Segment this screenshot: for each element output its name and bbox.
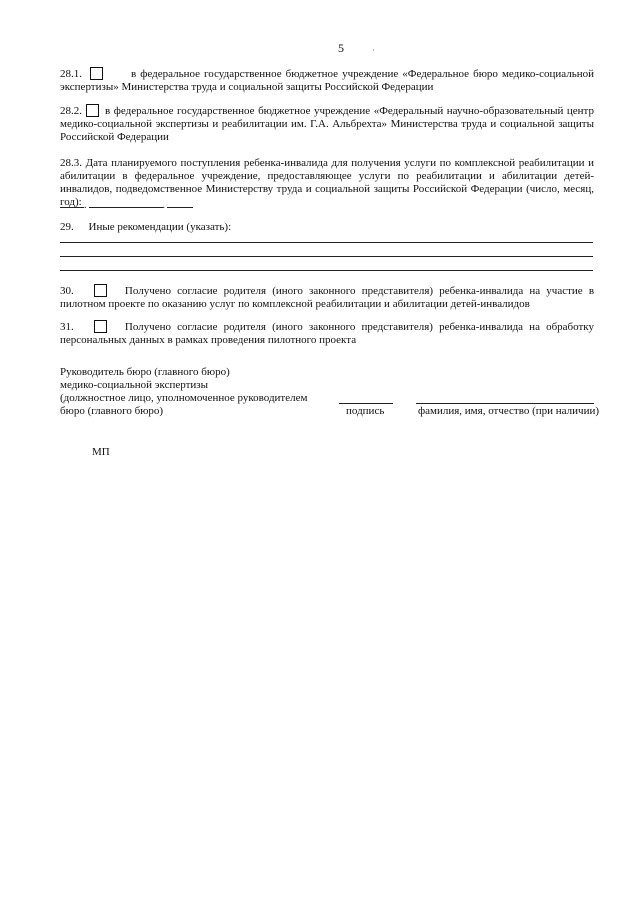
item-30-checkbox[interactable]: [94, 284, 107, 297]
item-30-text: Получено согласие родителя (иного законного представителя) ребенка-инвалида на участие в пилотном проекте по оказанию услуг по комплексной реабилитации и абилитации детей-инвалидов: [60, 285, 595, 310]
item-28-3-number: 28.3.: [60, 157, 82, 169]
fullname-label: фамилия, имя, отчество (при наличии): [418, 405, 600, 417]
item-28-2: [60, 104, 594, 144]
corner-mark: ·: [372, 45, 375, 55]
item-31-text: Получено согласие родителя (иного законного представителя) ребенка-инвалида на обработку персональных данных в рамках проведения пилотного проекта: [60, 321, 594, 346]
item-30: [60, 284, 594, 311]
date-month-blank[interactable]: [89, 197, 163, 208]
date-year-blank[interactable]: [167, 197, 193, 208]
item-28-2-text: в федеральное государственное бюджетное учреждение «Федеральный научно-образовательный центр медико-социальной экспертизы и реабилитации им. Г.А. Альбрехта» Министерства труда и социальной защиты Российской Федерации: [60, 105, 594, 143]
signature-line-1: Руководитель бюро (главного бюро): [60, 366, 230, 378]
recommendations-line-1[interactable]: [60, 242, 593, 243]
date-day-blank[interactable]: [60, 197, 84, 208]
item-31-checkbox[interactable]: [94, 320, 107, 333]
item-29: [60, 221, 594, 234]
item-28-2-checkbox[interactable]: [86, 104, 99, 117]
signature-position: [60, 366, 360, 418]
signature-line-2: медико-социальной экспертизы: [60, 379, 209, 391]
item-31: [60, 320, 594, 347]
item-28-1-number: 28.1.: [60, 68, 82, 80]
item-28-1-text: в федеральное государственное бюджетное учреждение «Федеральное бюро медико-социальной экспертизы» Министерства труда и социальной защиты Российской Федерации: [60, 68, 595, 93]
item-28-3-text: Дата планируемого поступления ребенка-инвалида для получения услуги по комплексной реабилитации и абилитации в федеральное учреждение, предоставляющее услуги по реабилитации и абилитации детей-инвалидов, подведомственное Министерству труда и социальной защиты Российской Федерации (число, месяц, год):: [60, 157, 594, 208]
signature-label: подпись: [346, 405, 385, 417]
item-28-2-number: 28.2.: [60, 105, 82, 117]
page-number: 5: [338, 41, 344, 55]
item-30-number: 30.: [60, 285, 74, 297]
fullname-underline[interactable]: [416, 403, 594, 404]
item-28-1-checkbox[interactable]: [90, 67, 103, 80]
signature-underline[interactable]: [339, 403, 393, 404]
stamp-label: МП: [92, 446, 110, 458]
signature-line-3: (должностное лицо, уполномоченное руководителем: [60, 392, 308, 404]
item-31-number: 31.: [60, 321, 74, 333]
recommendations-line-3[interactable]: [60, 270, 593, 271]
item-28-1: [60, 67, 594, 94]
signature-line-4: бюро (главного бюро): [60, 405, 164, 417]
recommendations-line-2[interactable]: [60, 256, 593, 257]
item-29-number: 29.: [60, 221, 74, 233]
item-29-text: Иные рекомендации (указать):: [88, 221, 232, 233]
date-field[interactable]: . .: [60, 197, 193, 209]
